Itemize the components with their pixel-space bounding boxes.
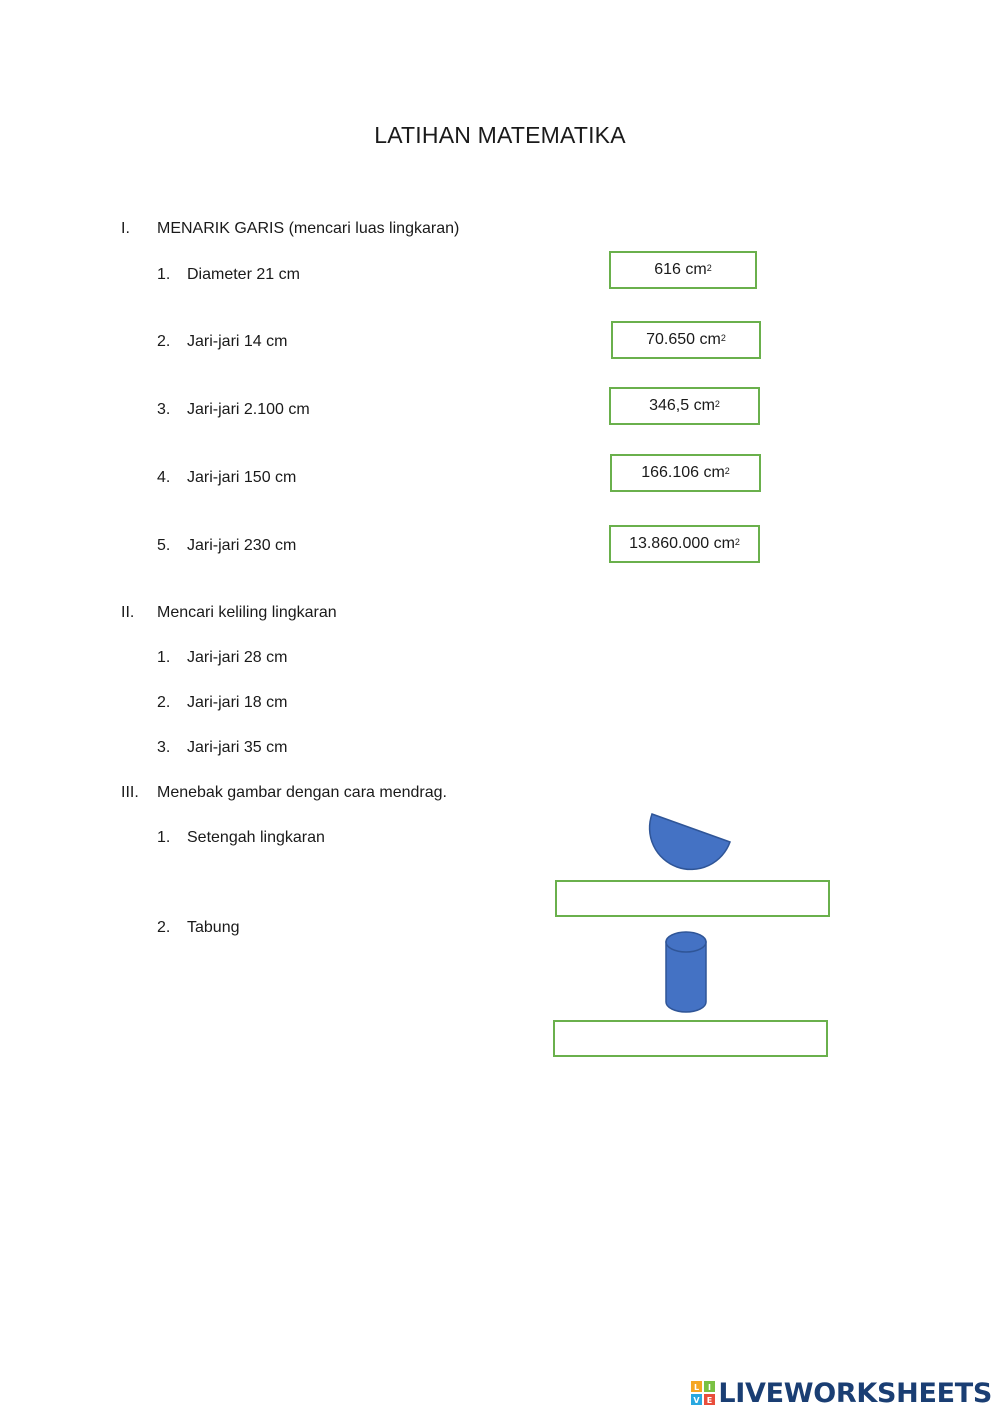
drop-box-2[interactable] [553,1020,828,1057]
section-1-item-1-num: 1. [157,266,171,283]
cylinder-shape [660,928,714,1018]
liveworksheets-badge-icon [691,1381,715,1405]
section-2-item-2-num: 2. [157,694,171,711]
section-2-heading: Mencari keliling lingkaran [157,604,337,621]
drop-box-1[interactable] [555,880,830,917]
section-1-item-5-text: Jari-jari 230 cm [187,537,297,554]
answer-box-3[interactable] [609,387,760,425]
section-3-heading: Menebak gambar dengan cara mendrag. [157,784,447,801]
answer-2-exponent: 2 [720,333,726,343]
section-1-item-4-num: 4. [157,469,171,486]
section-3-numeral: III. [121,784,139,801]
section-1-numeral: I. [121,220,130,237]
answer-box-5[interactable] [609,525,760,563]
page-title: LATIHAN MATEMATIKA [374,122,626,148]
section-3-item-1-text: Setengah lingkaran [187,829,325,846]
svg-text:E: E [707,1396,713,1405]
section-2-item-2-text: Jari-jari 18 cm [187,694,288,711]
answer-1-value: 616 cm [654,261,707,278]
answer-box-1[interactable] [609,251,757,289]
section-2-item-1-text: Jari-jari 28 cm [187,649,288,666]
liveworksheets-logo [691,1376,992,1410]
answer-5-value: 13.860.000 cm [629,535,735,552]
answer-3-exponent: 2 [714,399,720,409]
section-1-item-3-num: 3. [157,401,171,418]
section-3-item-1-num: 1. [157,829,171,846]
section-2-numeral: II. [121,604,135,621]
svg-text:L: L [694,1383,700,1392]
section-3-item-2-num: 2. [157,919,171,936]
answer-box-4[interactable] [610,454,761,492]
section-1-item-2-num: 2. [157,333,171,350]
svg-text:I: I [708,1383,712,1392]
answer-4-exponent: 2 [724,466,730,476]
half-circle-shape [640,808,740,880]
answer-2-value: 70.650 cm [646,331,721,348]
liveworksheets-logo-text: LIVEWORKSHEETS [718,1377,992,1409]
answer-box-2[interactable] [611,321,761,359]
section-1-item-3-text: Jari-jari 2.100 cm [187,401,310,418]
section-1-item-4-text: Jari-jari 150 cm [187,469,297,486]
section-2-item-1-num: 1. [157,649,171,666]
answer-1-exponent: 2 [706,263,712,273]
section-1-heading: MENARIK GARIS (mencari luas lingkaran) [157,220,460,237]
section-2-item-3-text: Jari-jari 35 cm [187,739,288,756]
section-2-item-3-num: 3. [157,739,171,756]
answer-5-exponent: 2 [734,537,740,547]
section-1-item-2-text: Jari-jari 14 cm [187,333,288,350]
section-1-item-1-text: Diameter 21 cm [187,266,300,283]
svg-text:V: V [693,1396,700,1405]
section-3-item-2-text: Tabung [187,919,240,936]
section-1-item-5-num: 5. [157,537,171,554]
answer-3-value: 346,5 cm [649,397,715,414]
answer-4-value: 166.106 cm [641,464,725,481]
